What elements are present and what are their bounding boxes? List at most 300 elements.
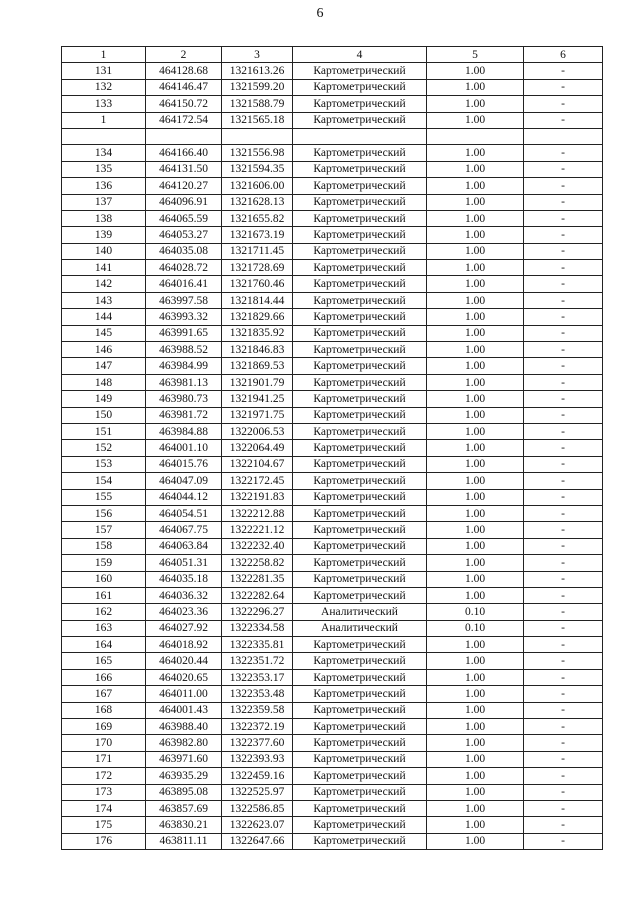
x-coordinate-cell: 463991.65: [146, 325, 222, 341]
method-cell: Картометрический: [293, 79, 427, 95]
x-coordinate-cell: 464011.00: [146, 686, 222, 702]
note-cell: -: [524, 833, 603, 849]
accuracy-cell: 1.00: [427, 227, 524, 243]
accuracy-cell: 0.10: [427, 620, 524, 636]
column-header-1: 1: [62, 47, 146, 63]
method-cell: Картометрический: [293, 473, 427, 489]
point-number-cell: 147: [62, 358, 146, 374]
accuracy-cell: 1.00: [427, 358, 524, 374]
method-cell: Картометрический: [293, 194, 427, 210]
table-row: [62, 210, 603, 226]
method-cell: Картометрический: [293, 407, 427, 423]
accuracy-cell: 1.00: [427, 96, 524, 112]
x-coordinate-cell: 463811.11: [146, 833, 222, 849]
y-coordinate-cell: 1322372.19: [222, 719, 293, 735]
y-coordinate-cell: 1322191.83: [222, 489, 293, 505]
method-cell: Картометрический: [293, 456, 427, 472]
accuracy-cell: 1.00: [427, 784, 524, 800]
accuracy-cell: 1.00: [427, 423, 524, 439]
method-cell: Картометрический: [293, 735, 427, 751]
table-row: [62, 784, 603, 800]
accuracy-cell: 1.00: [427, 456, 524, 472]
point-number-cell: 1: [62, 112, 146, 128]
point-number-cell: 166: [62, 669, 146, 685]
table-row: [62, 96, 603, 112]
y-coordinate-cell: 1322334.58: [222, 620, 293, 636]
method-cell: Картометрический: [293, 538, 427, 554]
y-coordinate-cell: 1322281.35: [222, 571, 293, 587]
note-cell: -: [524, 620, 603, 636]
point-number-cell: 133: [62, 96, 146, 112]
accuracy-cell: 1.00: [427, 325, 524, 341]
point-number-cell: 152: [62, 440, 146, 456]
x-coordinate-cell: 463895.08: [146, 784, 222, 800]
x-coordinate-cell: 463984.88: [146, 423, 222, 439]
method-cell: Картометрический: [293, 391, 427, 407]
table-row: [62, 538, 603, 554]
x-coordinate-cell: 464051.31: [146, 555, 222, 571]
accuracy-cell: 1.00: [427, 653, 524, 669]
method-cell: Картометрический: [293, 63, 427, 79]
table-row: [62, 440, 603, 456]
y-coordinate-cell: 1321599.20: [222, 79, 293, 95]
table-row: [62, 260, 603, 276]
method-cell: Картометрический: [293, 309, 427, 325]
method-cell: Картометрический: [293, 653, 427, 669]
method-cell: Картометрический: [293, 227, 427, 243]
table-body: [62, 63, 603, 850]
note-cell: -: [524, 358, 603, 374]
accuracy-cell: 1.00: [427, 194, 524, 210]
note-cell: -: [524, 423, 603, 439]
point-number-cell: 175: [62, 817, 146, 833]
x-coordinate-cell: 464065.59: [146, 210, 222, 226]
y-coordinate-cell: 1321728.69: [222, 260, 293, 276]
y-coordinate-cell: 1322377.60: [222, 735, 293, 751]
y-coordinate-cell: 1322359.58: [222, 702, 293, 718]
table-row: [62, 63, 603, 79]
accuracy-cell: 1.00: [427, 260, 524, 276]
method-cell: Картометрический: [293, 702, 427, 718]
note-cell: -: [524, 522, 603, 538]
note-cell: -: [524, 112, 603, 128]
method-cell: Картометрический: [293, 817, 427, 833]
table-row: [62, 112, 603, 128]
note-cell: -: [524, 555, 603, 571]
method-cell: Картометрический: [293, 423, 427, 439]
column-header-4: 4: [293, 47, 427, 63]
note-cell: -: [524, 342, 603, 358]
y-coordinate-cell: 1322296.27: [222, 604, 293, 620]
point-number-cell: 144: [62, 309, 146, 325]
y-coordinate-cell: 1322459.16: [222, 768, 293, 784]
note-cell: -: [524, 63, 603, 79]
method-cell: Картометрический: [293, 522, 427, 538]
point-number-cell: 161: [62, 587, 146, 603]
x-coordinate-cell: 464150.72: [146, 96, 222, 112]
table-row: [62, 276, 603, 292]
x-coordinate-cell: 463981.13: [146, 374, 222, 390]
point-number-cell: 140: [62, 243, 146, 259]
table-row: [62, 587, 603, 603]
note-cell: -: [524, 243, 603, 259]
y-coordinate-cell: 1322006.53: [222, 423, 293, 439]
accuracy-cell: 1.00: [427, 374, 524, 390]
x-coordinate-cell: 464001.10: [146, 440, 222, 456]
y-coordinate-cell: 1322586.85: [222, 800, 293, 816]
method-cell: Картометрический: [293, 686, 427, 702]
method-cell: Картометрический: [293, 178, 427, 194]
accuracy-cell: 0.10: [427, 604, 524, 620]
table-row: [62, 325, 603, 341]
y-coordinate-cell: 1321556.98: [222, 145, 293, 161]
x-coordinate-cell: 464001.43: [146, 702, 222, 718]
table-row-blank: [62, 128, 603, 144]
x-coordinate-cell: 463980.73: [146, 391, 222, 407]
point-number-cell: 157: [62, 522, 146, 538]
accuracy-cell: 1.00: [427, 751, 524, 767]
method-cell: Картометрический: [293, 751, 427, 767]
coordinates-table: [61, 46, 603, 850]
method-cell: Картометрический: [293, 505, 427, 521]
y-coordinate-cell: 1321814.44: [222, 292, 293, 308]
table-row: [62, 473, 603, 489]
x-coordinate-cell: 464035.08: [146, 243, 222, 259]
y-coordinate-cell: 1322212.88: [222, 505, 293, 521]
table-row: [62, 194, 603, 210]
x-coordinate-cell: 463971.60: [146, 751, 222, 767]
point-number-cell: 145: [62, 325, 146, 341]
note-cell: -: [524, 735, 603, 751]
x-coordinate-cell: 463988.52: [146, 342, 222, 358]
y-coordinate-cell: 1321869.53: [222, 358, 293, 374]
accuracy-cell: 1.00: [427, 161, 524, 177]
note-cell: -: [524, 587, 603, 603]
x-coordinate-cell: 463984.99: [146, 358, 222, 374]
accuracy-cell: 1.00: [427, 440, 524, 456]
note-cell: -: [524, 325, 603, 341]
point-number-cell: 159: [62, 555, 146, 571]
method-cell: Картометрический: [293, 210, 427, 226]
note-cell: -: [524, 292, 603, 308]
note-cell: -: [524, 79, 603, 95]
note-cell: -: [524, 96, 603, 112]
x-coordinate-cell: 463830.21: [146, 817, 222, 833]
note-cell: -: [524, 210, 603, 226]
note-cell: -: [524, 276, 603, 292]
y-coordinate-cell: 1321835.92: [222, 325, 293, 341]
note-cell: -: [524, 800, 603, 816]
note-cell: -: [524, 145, 603, 161]
accuracy-cell: 1.00: [427, 833, 524, 849]
method-cell: Картометрический: [293, 669, 427, 685]
table-row: [62, 423, 603, 439]
point-number-cell: 132: [62, 79, 146, 95]
note-cell: -: [524, 719, 603, 735]
point-number-cell: 164: [62, 637, 146, 653]
accuracy-cell: 1.00: [427, 637, 524, 653]
y-coordinate-cell: 1321565.18: [222, 112, 293, 128]
table-row: [62, 358, 603, 374]
y-coordinate-cell: 1321711.45: [222, 243, 293, 259]
table-row: [62, 555, 603, 571]
y-coordinate-cell: 1322393.93: [222, 751, 293, 767]
y-coordinate-cell: 1322353.48: [222, 686, 293, 702]
note-cell: -: [524, 391, 603, 407]
accuracy-cell: 1.00: [427, 571, 524, 587]
x-coordinate-cell: [146, 128, 222, 144]
y-coordinate-cell: 1322353.17: [222, 669, 293, 685]
y-coordinate-cell: 1322647.66: [222, 833, 293, 849]
y-coordinate-cell: 1322232.40: [222, 538, 293, 554]
x-coordinate-cell: 463935.29: [146, 768, 222, 784]
point-number-cell: 170: [62, 735, 146, 751]
note-cell: -: [524, 161, 603, 177]
method-cell: Картометрический: [293, 243, 427, 259]
method-cell: Картометрический: [293, 833, 427, 849]
y-coordinate-cell: 1321588.79: [222, 96, 293, 112]
note-cell: -: [524, 604, 603, 620]
x-coordinate-cell: 464027.92: [146, 620, 222, 636]
accuracy-cell: 1.00: [427, 309, 524, 325]
method-cell: Картометрический: [293, 374, 427, 390]
accuracy-cell: 1.00: [427, 243, 524, 259]
accuracy-cell: 1.00: [427, 79, 524, 95]
y-coordinate-cell: 1322525.97: [222, 784, 293, 800]
note-cell: -: [524, 309, 603, 325]
x-coordinate-cell: 464054.51: [146, 505, 222, 521]
accuracy-cell: 1.00: [427, 63, 524, 79]
point-number-cell: 142: [62, 276, 146, 292]
y-coordinate-cell: 1322221.12: [222, 522, 293, 538]
table-row: [62, 620, 603, 636]
table-row: [62, 243, 603, 259]
point-number-cell: 153: [62, 456, 146, 472]
point-number-cell: 176: [62, 833, 146, 849]
note-cell: -: [524, 784, 603, 800]
table-row: [62, 456, 603, 472]
method-cell: Картометрический: [293, 784, 427, 800]
x-coordinate-cell: 464036.32: [146, 587, 222, 603]
table-row: [62, 161, 603, 177]
accuracy-cell: 1.00: [427, 800, 524, 816]
method-cell: Картометрический: [293, 96, 427, 112]
method-cell: Аналитический: [293, 604, 427, 620]
method-cell: Картометрический: [293, 800, 427, 816]
point-number-cell: 138: [62, 210, 146, 226]
point-number-cell: 134: [62, 145, 146, 161]
point-number-cell: 139: [62, 227, 146, 243]
x-coordinate-cell: 464131.50: [146, 161, 222, 177]
point-number-cell: 167: [62, 686, 146, 702]
y-coordinate-cell: 1322172.45: [222, 473, 293, 489]
note-cell: -: [524, 260, 603, 276]
y-coordinate-cell: 1321971.75: [222, 407, 293, 423]
x-coordinate-cell: 463857.69: [146, 800, 222, 816]
note-cell: -: [524, 768, 603, 784]
x-coordinate-cell: 464023.36: [146, 604, 222, 620]
point-number-cell: 151: [62, 423, 146, 439]
column-header-3: 3: [222, 47, 293, 63]
table-row: [62, 374, 603, 390]
y-coordinate-cell: 1321628.13: [222, 194, 293, 210]
table-row: [62, 751, 603, 767]
y-coordinate-cell: 1321655.82: [222, 210, 293, 226]
accuracy-cell: 1.00: [427, 817, 524, 833]
accuracy-cell: 1.00: [427, 276, 524, 292]
method-cell: Картометрический: [293, 260, 427, 276]
method-cell: Картометрический: [293, 555, 427, 571]
method-cell: Картометрический: [293, 358, 427, 374]
point-number-cell: 149: [62, 391, 146, 407]
point-number-cell: 156: [62, 505, 146, 521]
method-cell: Картометрический: [293, 637, 427, 653]
x-coordinate-cell: 464035.18: [146, 571, 222, 587]
x-coordinate-cell: 464172.54: [146, 112, 222, 128]
x-coordinate-cell: 463993.32: [146, 309, 222, 325]
note-cell: -: [524, 571, 603, 587]
table-row: [62, 309, 603, 325]
point-number-cell: 168: [62, 702, 146, 718]
note-cell: -: [524, 456, 603, 472]
point-number-cell: 169: [62, 719, 146, 735]
note-cell: -: [524, 227, 603, 243]
y-coordinate-cell: 1321846.83: [222, 342, 293, 358]
y-coordinate-cell: 1321829.66: [222, 309, 293, 325]
table-row: [62, 669, 603, 685]
point-number-cell: 173: [62, 784, 146, 800]
x-coordinate-cell: 464120.27: [146, 178, 222, 194]
accuracy-cell: 1.00: [427, 587, 524, 603]
column-header-5: 5: [427, 47, 524, 63]
column-header-6: 6: [524, 47, 603, 63]
table-row: [62, 604, 603, 620]
method-cell: Картометрический: [293, 489, 427, 505]
table-row: [62, 145, 603, 161]
y-coordinate-cell: 1322104.67: [222, 456, 293, 472]
method-cell: Аналитический: [293, 620, 427, 636]
table-row: [62, 719, 603, 735]
table-row: [62, 505, 603, 521]
note-cell: -: [524, 751, 603, 767]
point-number-cell: 158: [62, 538, 146, 554]
note-cell: -: [524, 473, 603, 489]
x-coordinate-cell: 464020.44: [146, 653, 222, 669]
y-coordinate-cell: 1322351.72: [222, 653, 293, 669]
y-coordinate-cell: 1321613.26: [222, 63, 293, 79]
note-cell: -: [524, 505, 603, 521]
table-row: [62, 735, 603, 751]
note-cell: -: [524, 653, 603, 669]
point-number-cell: 146: [62, 342, 146, 358]
x-coordinate-cell: 463997.58: [146, 292, 222, 308]
y-coordinate-cell: [222, 128, 293, 144]
accuracy-cell: 1.00: [427, 522, 524, 538]
x-coordinate-cell: 464128.68: [146, 63, 222, 79]
point-number-cell: 162: [62, 604, 146, 620]
note-cell: -: [524, 686, 603, 702]
x-coordinate-cell: 464063.84: [146, 538, 222, 554]
note-cell: -: [524, 489, 603, 505]
x-coordinate-cell: 464096.91: [146, 194, 222, 210]
method-cell: Картометрический: [293, 325, 427, 341]
x-coordinate-cell: 464016.41: [146, 276, 222, 292]
table-row: [62, 522, 603, 538]
accuracy-cell: 1.00: [427, 735, 524, 751]
table-row: [62, 833, 603, 849]
accuracy-cell: 1.00: [427, 719, 524, 735]
accuracy-cell: 1.00: [427, 538, 524, 554]
note-cell: -: [524, 637, 603, 653]
method-cell: Картометрический: [293, 440, 427, 456]
accuracy-cell: 1.00: [427, 505, 524, 521]
method-cell: Картометрический: [293, 161, 427, 177]
x-coordinate-cell: 464047.09: [146, 473, 222, 489]
accuracy-cell: 1.00: [427, 669, 524, 685]
y-coordinate-cell: 1322064.49: [222, 440, 293, 456]
accuracy-cell: 1.00: [427, 768, 524, 784]
note-cell: -: [524, 178, 603, 194]
y-coordinate-cell: 1321901.79: [222, 374, 293, 390]
point-number-cell: 154: [62, 473, 146, 489]
x-coordinate-cell: 464166.40: [146, 145, 222, 161]
accuracy-cell: 1.00: [427, 342, 524, 358]
x-coordinate-cell: 464015.76: [146, 456, 222, 472]
point-number-cell: 155: [62, 489, 146, 505]
table-row: [62, 768, 603, 784]
method-cell: Картометрический: [293, 112, 427, 128]
table-row: [62, 571, 603, 587]
x-coordinate-cell: 464044.12: [146, 489, 222, 505]
y-coordinate-cell: 1322282.64: [222, 587, 293, 603]
x-coordinate-cell: 464053.27: [146, 227, 222, 243]
point-number-cell: 165: [62, 653, 146, 669]
point-number-cell: 150: [62, 407, 146, 423]
table-row: [62, 653, 603, 669]
point-number-cell: 148: [62, 374, 146, 390]
accuracy-cell: 1.00: [427, 686, 524, 702]
y-coordinate-cell: 1321594.35: [222, 161, 293, 177]
accuracy-cell: 1.00: [427, 145, 524, 161]
table-row: [62, 407, 603, 423]
note-cell: -: [524, 407, 603, 423]
table-row: [62, 489, 603, 505]
y-coordinate-cell: 1321760.46: [222, 276, 293, 292]
accuracy-cell: 1.00: [427, 555, 524, 571]
point-number-cell: 172: [62, 768, 146, 784]
accuracy-cell: 1.00: [427, 473, 524, 489]
table-header-row: [62, 47, 603, 63]
table-row: [62, 391, 603, 407]
x-coordinate-cell: 464028.72: [146, 260, 222, 276]
method-cell: Картометрический: [293, 292, 427, 308]
table-row: [62, 686, 603, 702]
method-cell: Картометрический: [293, 342, 427, 358]
table-row: [62, 637, 603, 653]
point-number-cell: [62, 128, 146, 144]
y-coordinate-cell: 1321941.25: [222, 391, 293, 407]
method-cell: Картометрический: [293, 571, 427, 587]
note-cell: -: [524, 669, 603, 685]
accuracy-cell: 1.00: [427, 178, 524, 194]
note-cell: -: [524, 194, 603, 210]
table-row: [62, 817, 603, 833]
x-coordinate-cell: 463982.80: [146, 735, 222, 751]
y-coordinate-cell: 1322335.81: [222, 637, 293, 653]
page-number: 6: [316, 6, 324, 21]
point-number-cell: 135: [62, 161, 146, 177]
point-number-cell: 137: [62, 194, 146, 210]
